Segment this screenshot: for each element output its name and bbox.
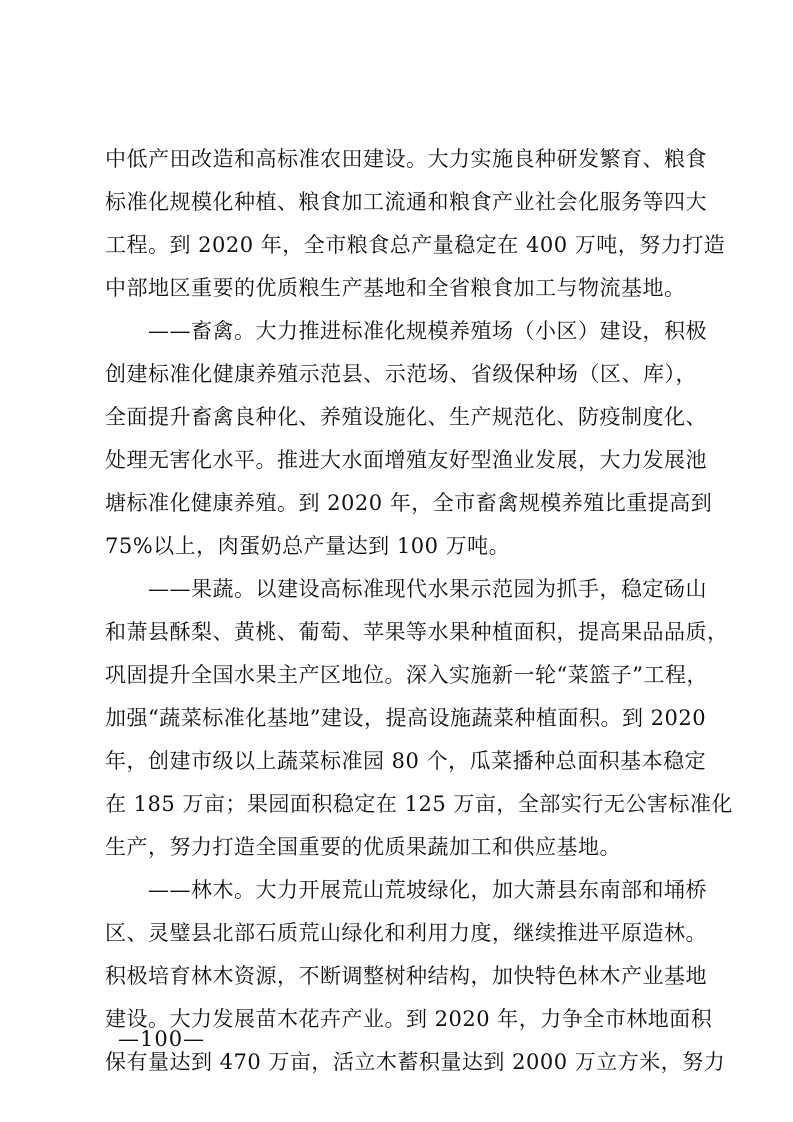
text-line: ——畜禽。大力推进标准化规模养殖场（小区）建设，积极 <box>105 319 707 343</box>
text-line: 保有量达到 470 万亩，活立木蓄积量达到 2000 万立方米，努力 <box>105 1050 726 1074</box>
text-line: 工程。到 2020 年，全市粮食总产量稳定在 400 万吨，努力打造 <box>105 233 726 257</box>
page-number: —100— <box>118 1027 206 1051</box>
text-line: 全面提升畜禽良种化、养殖设施化、生产规范化、防疫制度化、 <box>105 405 707 429</box>
text-line: 加强“蔬菜标准化基地”建设，提高设施蔬菜种植面积。到 2020 <box>105 706 707 730</box>
text-line: 巩固提升全国水果主产区地位。深入实施新一轮“菜篮子”工程， <box>105 663 708 687</box>
text-line: 标准化规模化种植、粮食加工流通和粮食产业社会化服务等四大 <box>105 190 707 214</box>
text-line: 中部地区重要的优质粮生产基地和全省粮食加工与物流基地。 <box>105 276 686 300</box>
text-line: 生产，努力打造全国重要的优质果蔬加工和供应基地。 <box>105 835 621 859</box>
text-line: 75%以上，肉蛋奶总产量达到 100 万吨。 <box>105 534 511 558</box>
text-line: 区、灵璧县北部石质荒山绿化和利用力度，继续推进平原造林。 <box>105 921 707 945</box>
text-line: 积极培育林木资源，不断调整树种结构，加快特色林木产业基地 <box>105 964 707 988</box>
text-line: 中低产田改造和高标准农田建设。大力实施良种研发繁育、粮食 <box>105 147 707 171</box>
text-line: 在 185 万亩；果园面积稳定在 125 万亩，全部实行无公害标准化 <box>105 792 733 816</box>
text-line: ——果蔬。以建设高标准现代水果示范园为抓手，稳定砀山 <box>105 577 707 601</box>
text-line: ——林木。大力开展荒山荒坡绿化，加大萧县东南部和埇桥 <box>105 878 707 902</box>
text-line: 建设。大力发展苗木花卉产业。到 2020 年，力争全市林地面积 <box>105 1007 713 1031</box>
body-text <box>105 138 733 1084</box>
text-line: 处理无害化水平。推进大水面增殖友好型渔业发展，大力发展池 <box>105 448 707 472</box>
text-line: 创建标准化健康养殖示范县、示范场、省级保种场（区、库）， <box>105 362 697 386</box>
text-line: 年，创建市级以上蔬菜标准园 80 个，瓜菜播种总面积基本稳定 <box>105 749 707 773</box>
text-line: 塘标准化健康养殖。到 2020 年，全市畜禽规模养殖比重提高到 <box>105 491 713 515</box>
text-line: 和萧县酥梨、黄桃、葡萄、苹果等水果种植面积，提高果品品质， <box>105 620 729 644</box>
